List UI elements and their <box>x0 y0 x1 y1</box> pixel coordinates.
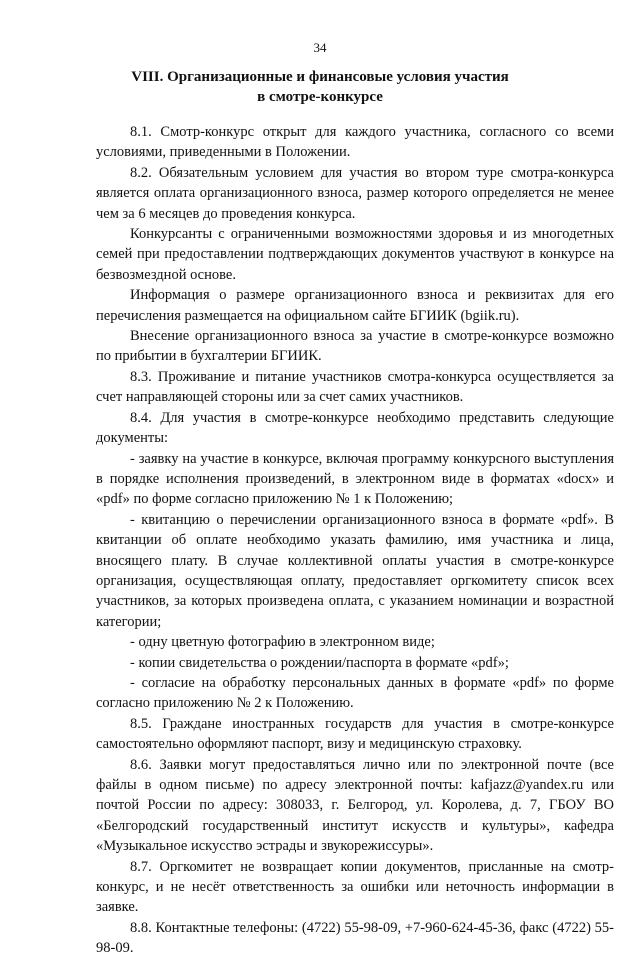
paragraph-fee-info: Информация о размере организационного взноса и реквизитах для его перечисления размещается на официальном сайте БГИИК (bgiik.ru). <box>96 287 614 324</box>
list-item-consent: - согласие на обработку персональных данных в формате «pdf» по форме согласно приложению № 2 к Положению. <box>96 674 614 712</box>
list-item-birth-certificate: - копии свидетельства о рождении/паспорта в формате «pdf»; <box>130 654 509 671</box>
paragraph-8-4: 8.4. Для участия в смотре-конкурсе необходимо представить следующие документы: <box>96 409 614 447</box>
paragraph-8-2: 8.2. Обязательным условием для участия во втором туре смотра-конкурса является оплата организационного взноса, размер которого определяется не менее чем за 6 месяцев до проведения конкурса. <box>96 164 614 222</box>
list-item-application: - заявку на участие в конкурсе, включая программу конкурсного выступления в порядке исполнения произведений, в электронном виде в форматах «docx» и «pdf» по форме согласно приложению № 1 к Положению; <box>96 450 614 508</box>
section-body <box>96 122 614 959</box>
section-title <box>0 67 640 107</box>
paragraph-8-3: 8.3. Проживание и питание участников смотра-конкурса осуществляется за счет направляющей стороны или за счет самих участников. <box>96 368 614 406</box>
section-title-line-1: VIII. Организационные и финансовые условия участия <box>131 69 509 85</box>
paragraph-8-7: 8.7. Оргкомитет не возвращает копии документов, присланные на смотр-конкурс, и не несёт ответственность за ошибки или неточность информации в заявке. <box>96 858 614 916</box>
page-number: 34 <box>313 40 327 55</box>
paragraph-8-8: 8.8. Контактные телефоны: (4722) 55-98-09, +7-960-624-45-36, факс (4722) 55-98-09. <box>96 919 614 957</box>
paragraph-disabled-participants: Конкурсанты с ограниченными возможностями здоровья и из многодетных семей при предоставлении подтверждающих документов участвуют в конкурсе на безвозмездной основе. <box>96 226 614 283</box>
list-item-photo: - одну цветную фотографию в электронном виде; <box>130 634 435 651</box>
paragraph-fee-payment: Внесение организационного взноса за участие в смотре-конкурсе возможно по прибытии в бухгалтерии БГИИК. <box>96 328 614 365</box>
paragraph-8-5: 8.5. Граждане иностранных государств для участия в смотре-конкурсе самостоятельно оформляют паспорт, визу и медицинскую страховку. <box>96 715 614 753</box>
paragraph-8-6: 8.6. Заявки могут предоставляться лично или по электронной почте (все файлы в одном письме) по адресу электронной почты: kafjazz@yandex.ru или почтой России по адресу: 308033, г. Белгород, ул. Королева, д. 7, ГБОУ ВО «Белгородский государственный институт искусств и культуры», кафедра «Музыкальное искусство эстрады и звукорежиссуры». <box>96 756 614 855</box>
paragraph-8-1: 8.1. Смотр-конкурс открыт для каждого участника, согласного со всеми условиями, приведенными в Положении. <box>96 124 614 161</box>
section-title-line-2: в смотре-конкурсе <box>257 89 383 105</box>
list-item-receipt: - квитанцию о перечислении организационного взноса в формате «pdf». В квитанции об оплате необходимо указать фамилию, имя участника и лица, вносящего плату. В случае коллективной оплаты участия в смотре-конкурсе организация, осуществляющая оплату, предоставляет оргкомитету список всех участников, за которых произведена оплата, с указанием номинации и возрастной категории; <box>96 511 614 630</box>
